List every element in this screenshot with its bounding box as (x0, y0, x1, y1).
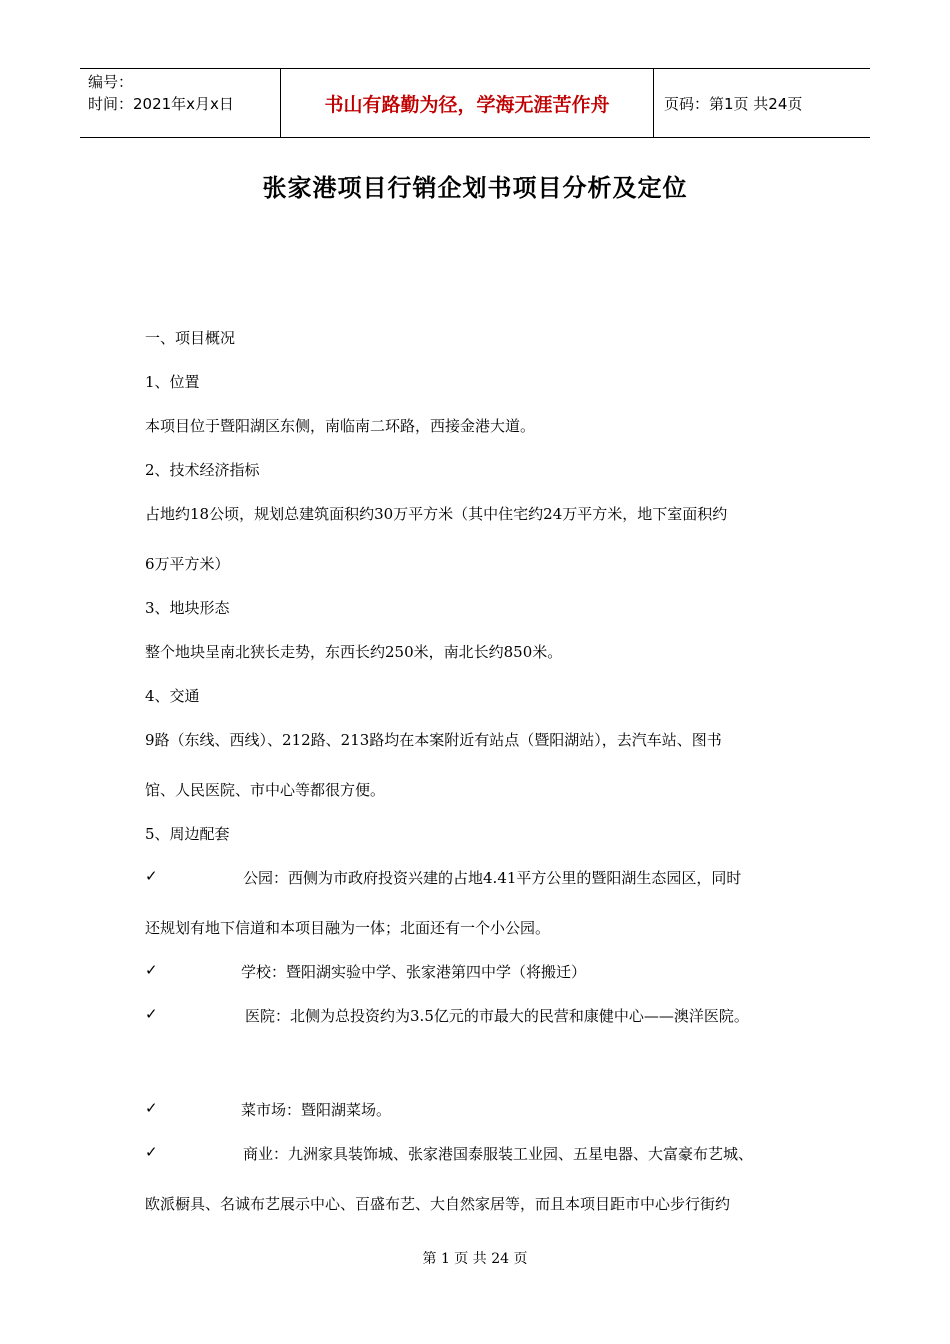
indicators-text-line2: 6万平方米） (145, 555, 230, 573)
school-text: 学校：暨阳湖实验中学、张家港第四中学（将搬迁） (241, 963, 587, 981)
document-title: 张家港项目行销企划书项目分析及定位 (262, 174, 688, 202)
document-body (145, 0, 825, 1344)
check-icon: ✓ (145, 961, 158, 979)
location-text: 本项目位于暨阳湖区东侧，南临南二环路，西接金港大道。 (145, 417, 536, 435)
item-heading-shape: 3、地块形态 (145, 599, 230, 617)
check-icon: ✓ (145, 1005, 158, 1023)
market-text: 菜市场：暨阳湖菜场。 (241, 1101, 392, 1119)
commerce-text-line2: 欧派橱具、名诚布艺展示中心、百盛布艺、大自然家居等，而且本项目距市中心步行街约 (145, 1195, 731, 1213)
time-label: 时间：2021年x月x日 (88, 95, 234, 113)
commerce-text-line1: 商业：九洲家具装饰城、张家港国泰服装工业园、五星电器、大富豪布艺城、 (243, 1145, 754, 1163)
indicators-text-line1: 占地约18公顷，规划总建筑面积约30万平方米（其中住宅约24万平方米，地下室面积约 (145, 505, 728, 523)
park-text-line2: 还规划有地下信道和本项目融为一体；北面还有一个小公园。 (145, 919, 551, 937)
check-icon: ✓ (145, 1099, 158, 1117)
item-heading-indicators: 2、技术经济指标 (145, 461, 260, 479)
shape-text: 整个地块呈南北狭长走势，东西长约250米，南北长约850米。 (145, 643, 563, 661)
park-text-line1: 公园：西侧为市政府投资兴建的占地4.41平方公里的暨阳湖生态园区，同时 (243, 869, 742, 887)
check-icon: ✓ (145, 867, 158, 885)
traffic-text-line2: 馆、人民医院、市中心等都很方便。 (145, 781, 386, 799)
check-icon: ✓ (145, 1143, 158, 1161)
number-label: 编号： (88, 73, 134, 91)
item-heading-facilities: 5、周边配套 (145, 825, 230, 843)
traffic-text-line1: 9路（东线、西线）、212路、213路均在本案附近有站点（暨阳湖站），去汽车站、图书 (145, 731, 722, 749)
section-heading: 一、项目概况 (145, 329, 236, 347)
item-heading-traffic: 4、交通 (145, 687, 200, 705)
page-footer: 第 1 页 共 24 页 (422, 1251, 528, 1267)
header-motto: 书山有路勤为径，学海无涯苦作舟 (281, 69, 654, 137)
item-heading-location: 1、位置 (145, 373, 200, 391)
header-page-info: 页码：第1页 共24页 (664, 94, 803, 113)
hospital-text: 医院：北侧为总投资约为3.5亿元的市最大的民营和康健中心——澳洋医院。 (245, 1007, 749, 1025)
